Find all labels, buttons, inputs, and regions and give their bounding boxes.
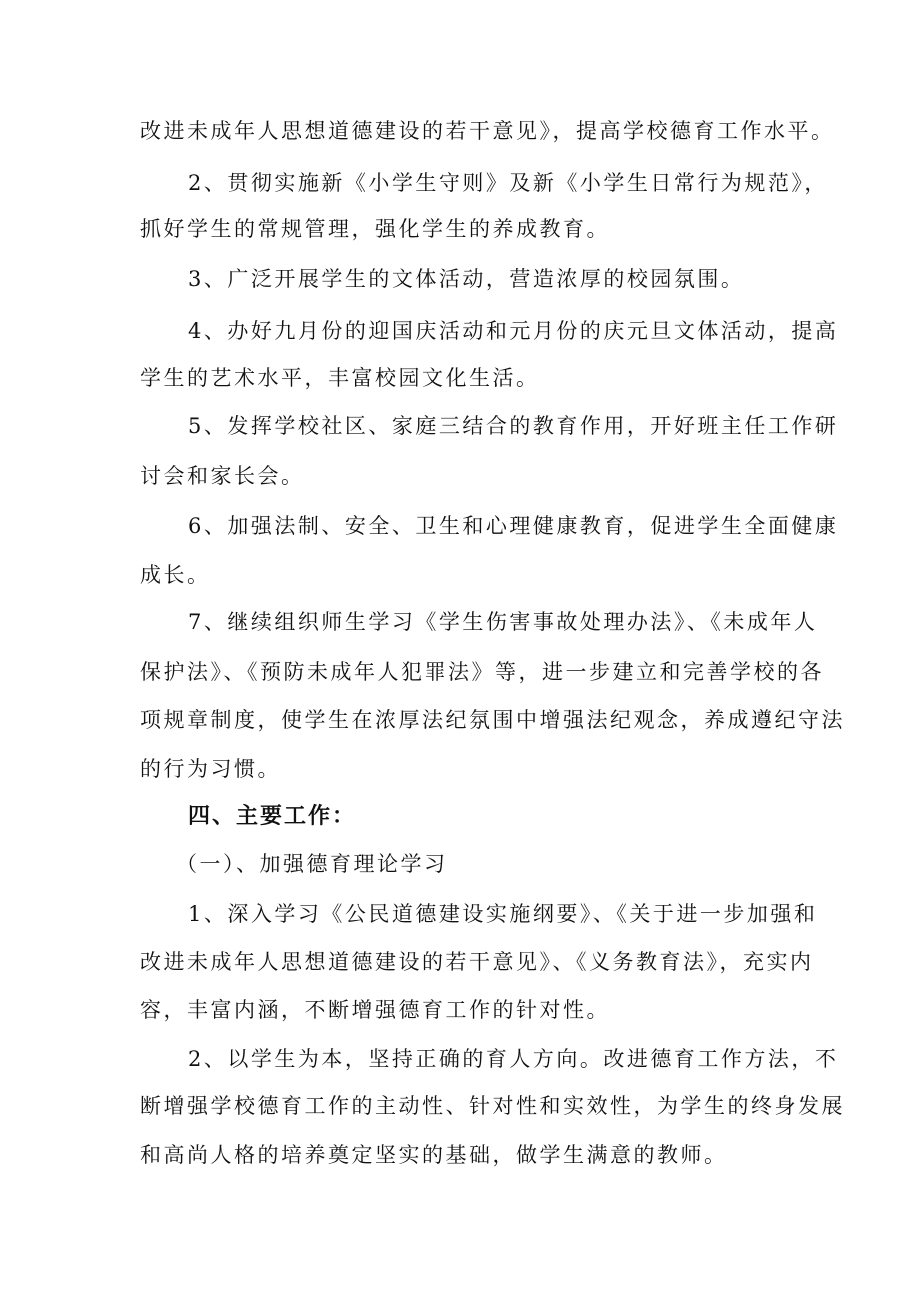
text-line: 抓好学生的常规管理，强化学生的养成教育。 [140,217,610,241]
text-line: 4、办好九月份的迎国庆活动和元月份的庆元旦文体活动，提高 [188,319,839,343]
text-line: 2、以学生为本，坚持正确的育人方向。改进德育工作方法，不 [188,1047,839,1071]
section-heading: 四、主要工作： [188,804,357,829]
text-line: 讨会和家长会。 [140,464,305,488]
text-line: 3、广泛开展学生的文体活动，营造浓厚的校园氛围。 [188,267,745,291]
text-line: 成长。 [140,563,211,587]
text-line: 保护法》、《预防未成年人犯罪法》等，进一步建立和完善学校的各 [140,660,824,684]
text-line: 项规章制度，使学生在浓厚法纪氛围中增强法纪观念，养成遵纪守法 [140,708,845,732]
text-line: 的行为习惯。 [140,757,281,781]
text-line: 和高尚人格的培养奠定坚实的基础，做学生满意的教师。 [140,1143,728,1167]
text-line: 1、深入学习《公民道德建设实施纲要》、《关于进一步加强和 [188,902,818,926]
text-line: 5、发挥学校社区、家庭三结合的教育作用，开好班主任工作研 [188,414,839,438]
text-line: 学生的艺术水平，丰富校园文化生活。 [140,366,540,390]
text-line: 7、继续组织师生学习《学生伤害事故处理办法》、《未成年人 [188,610,818,634]
text-line: 断增强学校德育工作的主动性、针对性和实效性，为学生的终身发展 [140,1094,845,1118]
text-line: 容，丰富内涵，不断增强德育工作的针对性。 [140,998,610,1022]
subsection-heading: （一）、加强德育理论学习 [176,852,448,876]
text-line: 改进未成年人思想道德建设的若干意见》、《义务教育法》，充实内 [140,950,814,974]
text-line: 6、加强法制、安全、卫生和心理健康教育，促进学生全面健康 [188,514,839,538]
text-line: 改进未成年人思想道德建设的若干意见》，提高学校德育工作水平。 [140,119,835,143]
text-line: 2、贯彻实施新《小学生守则》及新《小学生日常行为规范》， [188,171,828,195]
